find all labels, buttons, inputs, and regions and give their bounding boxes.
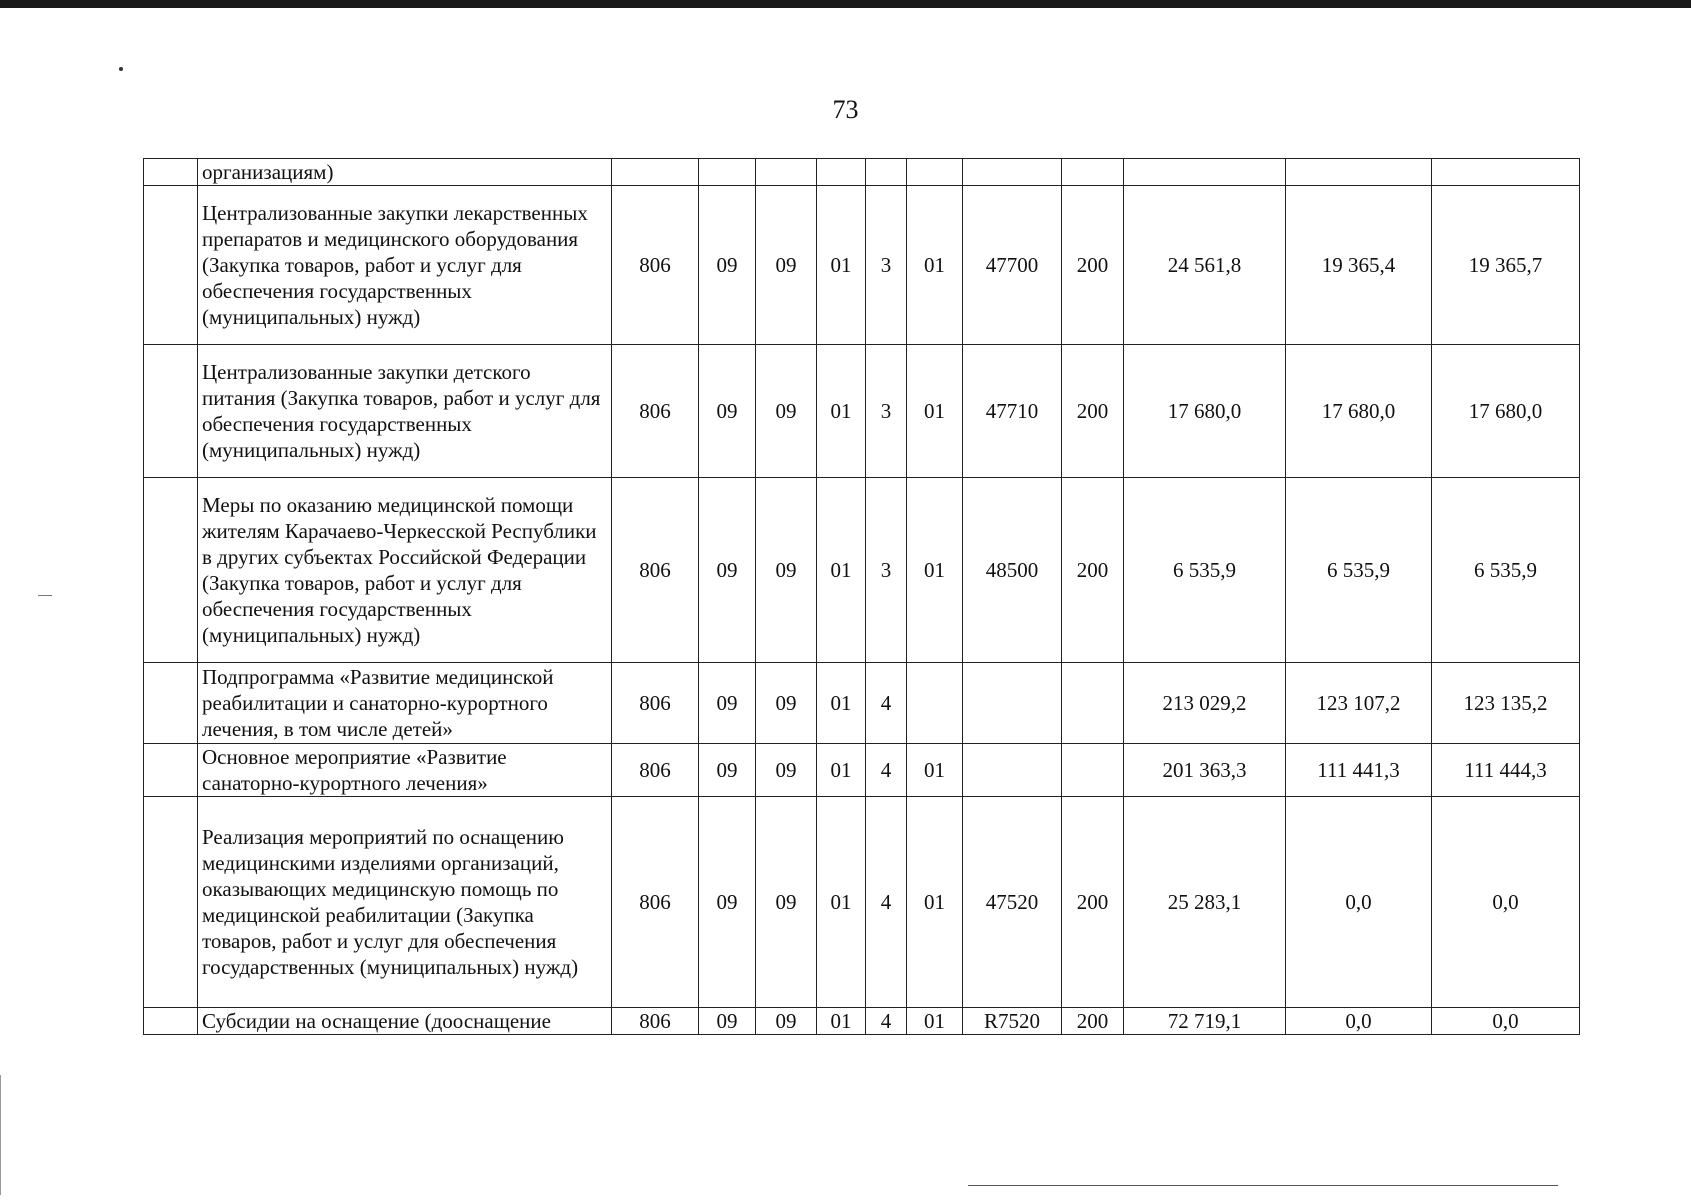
table-row	[144, 744, 1580, 797]
code-section: 09	[699, 663, 756, 744]
code-section: 09	[699, 186, 756, 345]
row-name: Реализация мероприятий по оснащению медицинскими изделиями организаций, оказывающих медицинскую помощь по медицинской реабилитации (Закупка товаров, работ и услуг для обеспечения государственных (муниципальных) нужд)	[198, 797, 612, 1008]
amount-year-2: 19 365,4	[1286, 186, 1432, 345]
table-row	[144, 663, 1580, 744]
code-admin: 806	[612, 744, 699, 797]
amount-year-2: 123 107,2	[1286, 663, 1432, 744]
row-index-cell	[144, 663, 198, 744]
code-direction	[963, 159, 1062, 186]
code-section	[699, 159, 756, 186]
amount-year-2: 0,0	[1286, 1008, 1432, 1035]
amount-year-1: 24 561,8	[1124, 186, 1286, 345]
amount-year-3: 6 535,9	[1432, 478, 1580, 663]
code-subprogram: 4	[866, 744, 907, 797]
amount-year-3	[1432, 159, 1580, 186]
scan-bottom-line	[968, 1185, 1558, 1186]
row-name: организациям)	[198, 159, 612, 186]
row-index-cell	[144, 744, 198, 797]
code-admin: 806	[612, 345, 699, 478]
row-name: Субсидии на оснащение (дооснащение	[198, 1008, 612, 1035]
code-direction	[963, 663, 1062, 744]
row-name: Основное мероприятие «Развитие санаторно-курортного лечения»	[198, 744, 612, 797]
table-row	[144, 159, 1580, 186]
code-section: 09	[699, 744, 756, 797]
code-admin: 806	[612, 1008, 699, 1035]
amount-year-3: 0,0	[1432, 797, 1580, 1008]
code-section: 09	[699, 797, 756, 1008]
code-direction: 47700	[963, 186, 1062, 345]
code-subsection: 09	[756, 744, 817, 797]
code-direction: R7520	[963, 1008, 1062, 1035]
code-subprogram: 4	[866, 797, 907, 1008]
code-program: 01	[817, 744, 866, 797]
code-event: 01	[907, 1008, 963, 1035]
code-direction: 47710	[963, 345, 1062, 478]
code-subprogram: 4	[866, 1008, 907, 1035]
code-expense-type	[1062, 663, 1124, 744]
code-direction	[963, 744, 1062, 797]
amount-year-1: 6 535,9	[1124, 478, 1286, 663]
row-index-cell	[144, 345, 198, 478]
amount-year-2	[1286, 159, 1432, 186]
amount-year-1: 213 029,2	[1124, 663, 1286, 744]
row-name: Меры по оказанию медицинской помощи жителям Карачаево-Черкесской Республики в других субъектах Российской Федерации (Закупка товаров, работ и услуг для обеспечения государственных (муниципальных) нужд)	[198, 478, 612, 663]
code-event: 01	[907, 744, 963, 797]
row-name: Подпрограмма «Развитие медицинской реабилитации и санаторно-курортного лечения, в том числе детей»	[198, 663, 612, 744]
row-index-cell	[144, 797, 198, 1008]
code-program: 01	[817, 663, 866, 744]
scan-top-border	[0, 0, 1691, 8]
code-expense-type: 200	[1062, 797, 1124, 1008]
amount-year-1: 17 680,0	[1124, 345, 1286, 478]
code-section: 09	[699, 345, 756, 478]
code-expense-type: 200	[1062, 1008, 1124, 1035]
code-program: 01	[817, 345, 866, 478]
code-subsection: 09	[756, 1008, 817, 1035]
code-section: 09	[699, 1008, 756, 1035]
table-row	[144, 186, 1580, 345]
code-subsection: 09	[756, 478, 817, 663]
amount-year-3: 17 680,0	[1432, 345, 1580, 478]
amount-year-2: 6 535,9	[1286, 478, 1432, 663]
code-event: 01	[907, 797, 963, 1008]
code-direction: 48500	[963, 478, 1062, 663]
code-subprogram: 3	[866, 186, 907, 345]
row-name: Централизованные закупки лекарственных препаратов и медицинского оборудования (Закупка товаров, работ и услуг для обеспечения государственных (муниципальных) нужд)	[198, 186, 612, 345]
amount-year-3: 123 135,2	[1432, 663, 1580, 744]
amount-year-1	[1124, 159, 1286, 186]
scan-speck	[119, 67, 123, 71]
code-subprogram: 3	[866, 478, 907, 663]
code-expense-type: 200	[1062, 345, 1124, 478]
row-index-cell	[144, 159, 198, 186]
code-subprogram: 3	[866, 345, 907, 478]
code-event	[907, 159, 963, 186]
amount-year-3: 0,0	[1432, 1008, 1580, 1035]
code-admin	[612, 159, 699, 186]
code-subsection: 09	[756, 663, 817, 744]
amount-year-1: 72 719,1	[1124, 1008, 1286, 1035]
code-subprogram	[866, 159, 907, 186]
code-event: 01	[907, 186, 963, 345]
code-admin: 806	[612, 797, 699, 1008]
code-direction: 47520	[963, 797, 1062, 1008]
code-subsection: 09	[756, 345, 817, 478]
code-program: 01	[817, 478, 866, 663]
code-admin: 806	[612, 186, 699, 345]
code-event: 01	[907, 345, 963, 478]
amount-year-1: 201 363,3	[1124, 744, 1286, 797]
amount-year-2: 17 680,0	[1286, 345, 1432, 478]
code-event: 01	[907, 478, 963, 663]
amount-year-2: 0,0	[1286, 797, 1432, 1008]
scan-mark	[38, 595, 52, 596]
budget-table	[143, 158, 1580, 1035]
page-number: 73	[832, 95, 859, 124]
code-program	[817, 159, 866, 186]
amount-year-1: 25 283,1	[1124, 797, 1286, 1008]
code-subsection: 09	[756, 797, 817, 1008]
code-event	[907, 663, 963, 744]
code-admin: 806	[612, 663, 699, 744]
row-name: Централизованные закупки детского питания (Закупка товаров, работ и услуг для обеспечения государственных (муниципальных) нужд)	[198, 345, 612, 478]
code-program: 01	[817, 797, 866, 1008]
row-index-cell	[144, 1008, 198, 1035]
code-subprogram: 4	[866, 663, 907, 744]
code-expense-type	[1062, 744, 1124, 797]
code-expense-type: 200	[1062, 478, 1124, 663]
code-expense-type	[1062, 159, 1124, 186]
row-index-cell	[144, 478, 198, 663]
amount-year-3: 19 365,7	[1432, 186, 1580, 345]
table-row	[144, 1008, 1580, 1035]
amount-year-3: 111 444,3	[1432, 744, 1580, 797]
code-expense-type: 200	[1062, 186, 1124, 345]
scan-left-edge	[0, 1075, 1, 1195]
table-row	[144, 345, 1580, 478]
amount-year-2: 111 441,3	[1286, 744, 1432, 797]
code-admin: 806	[612, 478, 699, 663]
table-row	[144, 478, 1580, 663]
code-program: 01	[817, 186, 866, 345]
table-row	[144, 797, 1580, 1008]
code-subsection: 09	[756, 186, 817, 345]
code-subsection	[756, 159, 817, 186]
code-section: 09	[699, 478, 756, 663]
row-index-cell	[144, 186, 198, 345]
code-program: 01	[817, 1008, 866, 1035]
